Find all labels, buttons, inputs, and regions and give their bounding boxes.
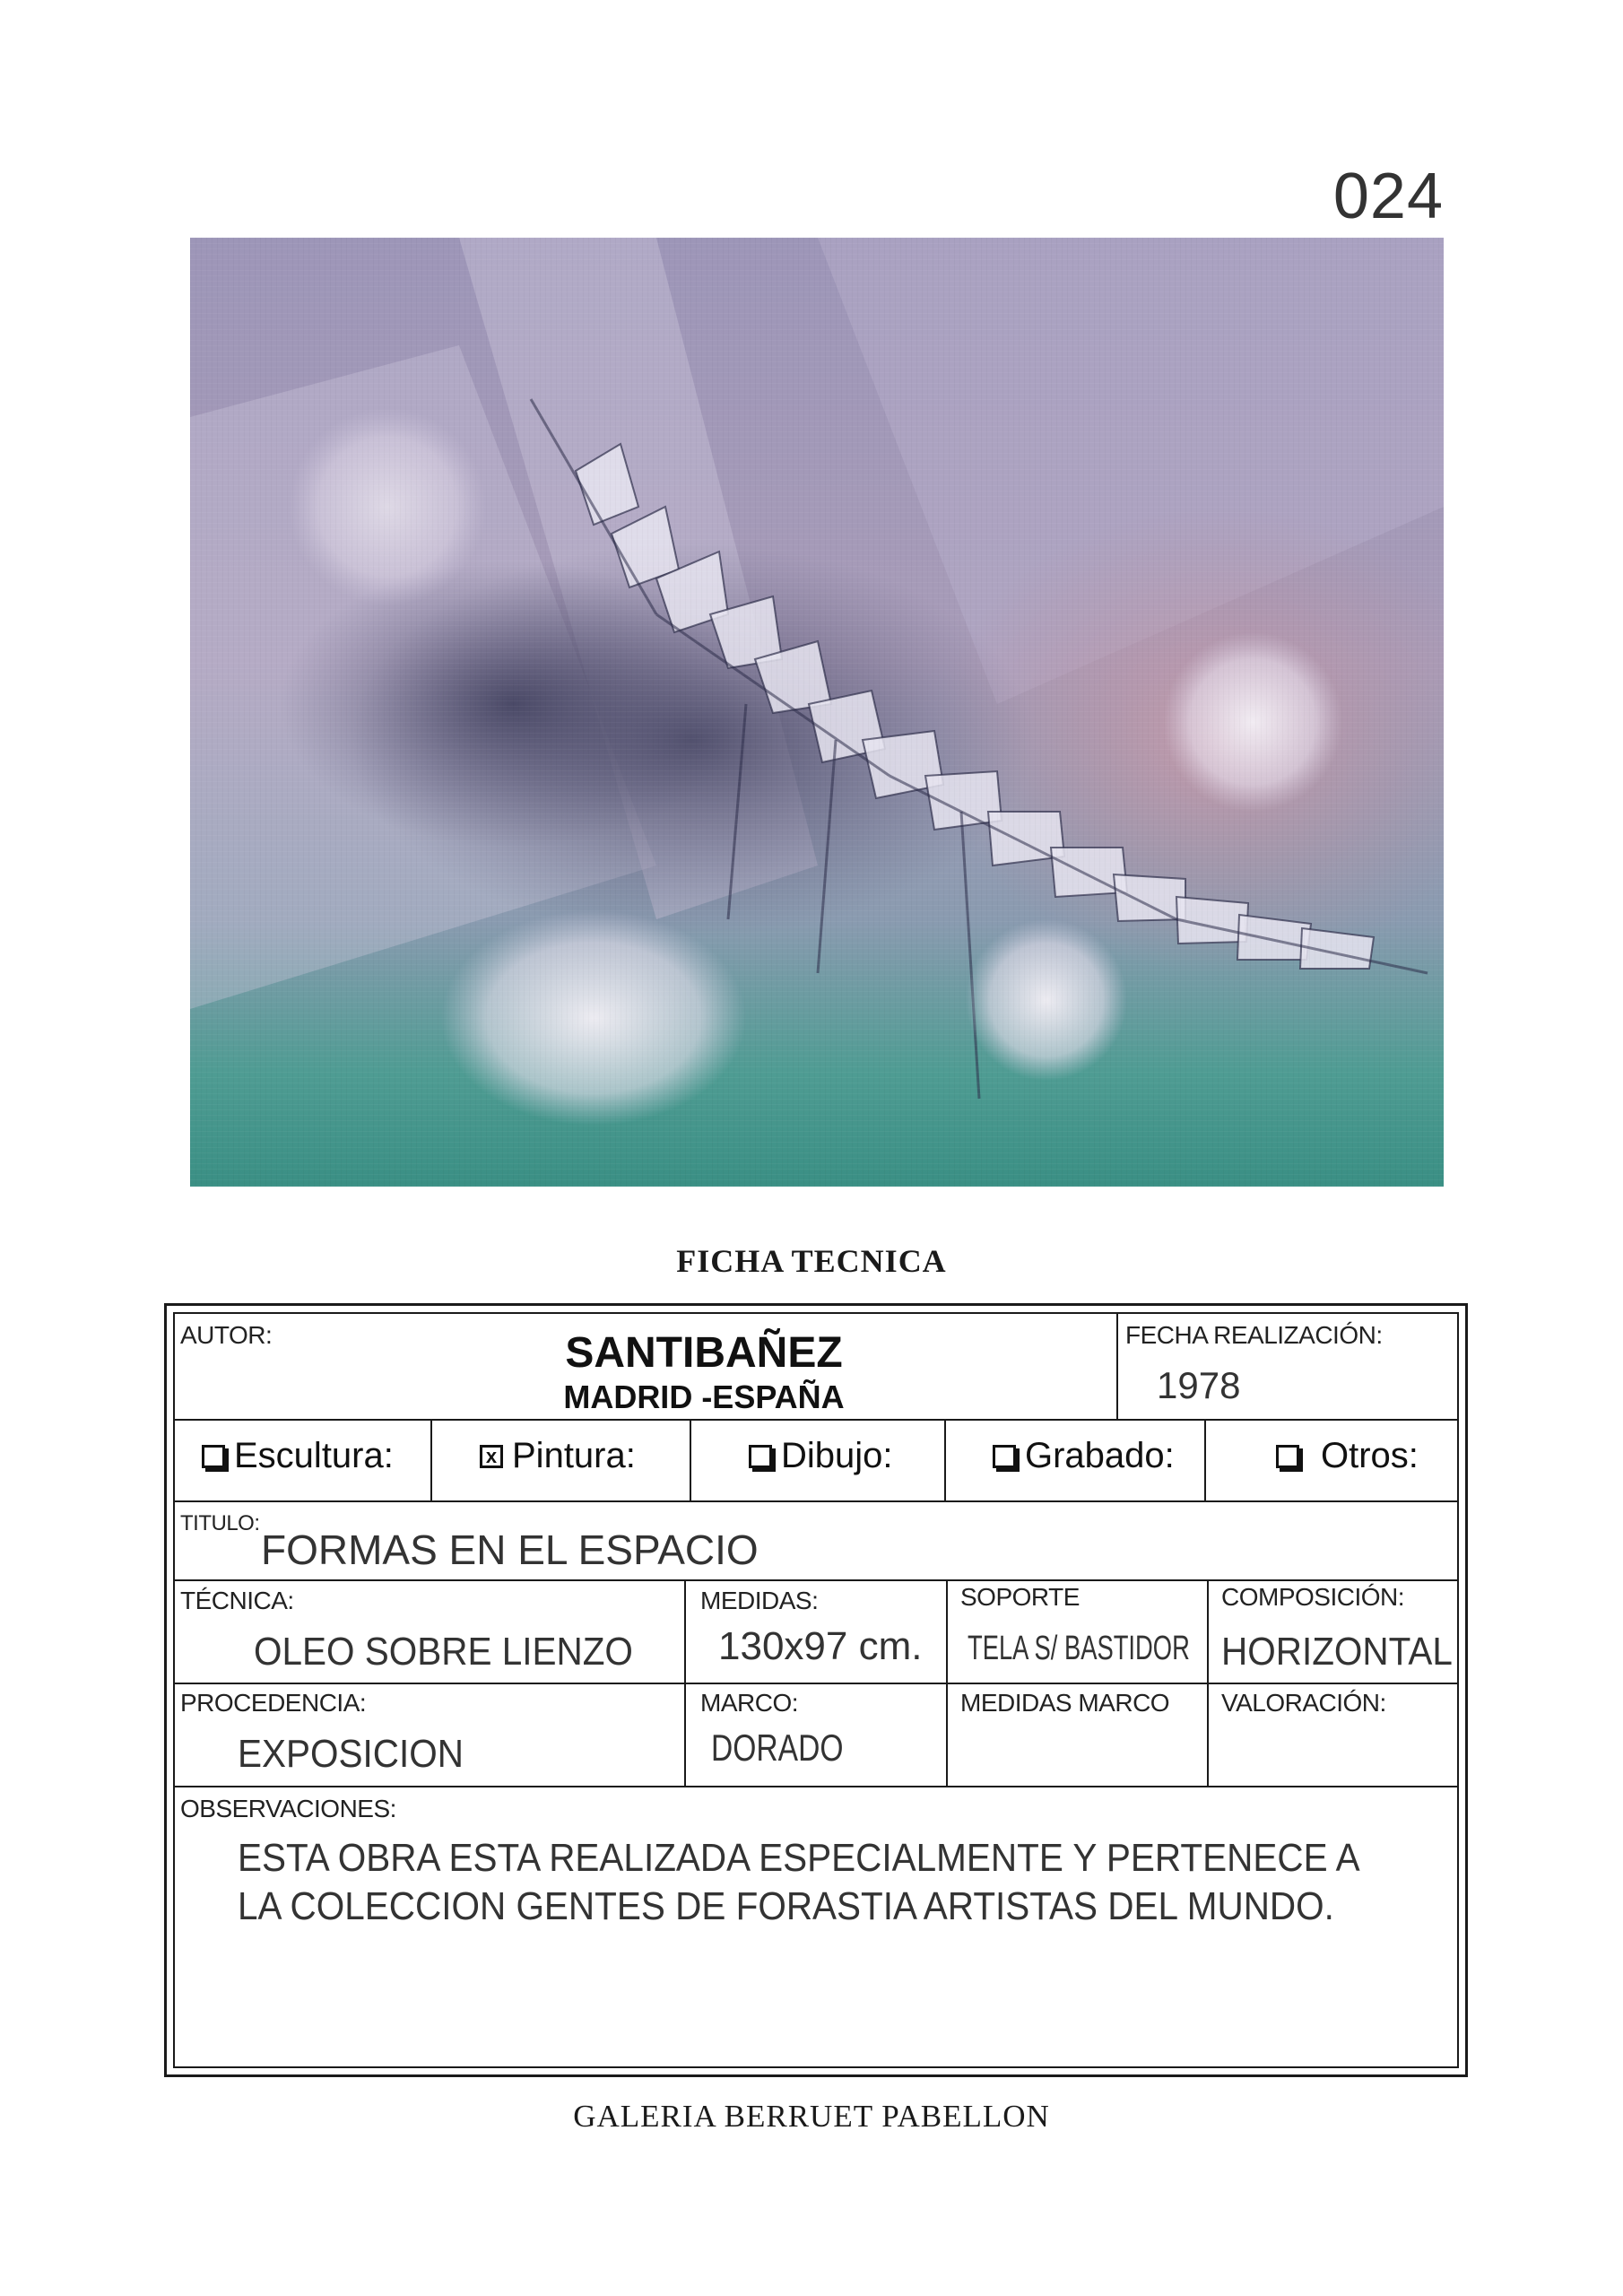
technical-sheet [164,1303,1468,2077]
category-label: Grabado: [1025,1436,1175,1475]
artwork-image [190,238,1444,1187]
valuation-label: VALORACIÓN: [1221,1689,1386,1717]
title-value: FORMAS EN EL ESPACIO [261,1526,759,1573]
title-label: TITULO: [180,1511,260,1535]
frame-measures-label: MEDIDAS MARCO [960,1689,1170,1717]
technique-value: OLEO SOBRE LIENZO [254,1630,633,1674]
provenance-label: PROCEDENCIA: [180,1689,367,1717]
date-label: FECHA REALIZACIÓN: [1125,1321,1383,1349]
observations-line-1: ESTA OBRA ESTA REALIZADA ESPECIALMENTE Y PERTENECE A [238,1836,1360,1880]
catalog-number: 024 [1332,161,1444,232]
author-name: SANTIBAÑEZ [565,1329,843,1377]
date-value: 1978 [1157,1364,1241,1406]
category-pintura[interactable] [480,1436,636,1476]
author-origin: MADRID -ESPAÑA [563,1378,845,1415]
category-grabado[interactable] [993,1436,1175,1476]
measures-label: MEDIDAS: [700,1587,819,1614]
support-value: TELA S/ BASTIDOR [968,1630,1190,1667]
category-label: Otros: [1321,1436,1419,1475]
checkbox-grabado[interactable] [993,1445,1016,1468]
category-label: Pintura: [512,1436,636,1475]
category-label: Dibujo: [781,1436,893,1475]
frame-label: MARCO: [700,1689,798,1717]
checkbox-escultura[interactable] [202,1445,225,1468]
category-otros[interactable] [1276,1436,1419,1476]
composition-label: COMPOSICIÓN: [1221,1583,1405,1611]
sheet-title: FICHA TECNICA [676,1243,947,1279]
gallery-name: GALERIA BERRUET PABELLON [573,2099,1050,2134]
category-dibujo[interactable] [749,1436,893,1476]
checkbox-dibujo[interactable] [749,1445,772,1468]
measures-value: 130x97 cm. [718,1624,923,1668]
frame-value: DORADO [711,1726,844,1769]
checkbox-pintura-checked[interactable]: x [480,1445,503,1468]
observations-label: OBSERVACIONES: [180,1795,396,1822]
observations-line-2: LA COLECCION GENTES DE FORASTIA ARTISTAS DEL MUNDO. [238,1884,1334,1928]
technique-label: TÉCNICA: [180,1587,294,1614]
provenance-value: EXPOSICION [238,1732,464,1776]
support-label: SOPORTE [960,1583,1080,1611]
category-escultura[interactable] [202,1436,394,1476]
category-label: Escultura: [234,1436,394,1475]
composition-value: HORIZONTAL [1221,1630,1453,1674]
author-label: AUTOR: [180,1321,273,1349]
checkbox-otros[interactable] [1276,1445,1299,1468]
